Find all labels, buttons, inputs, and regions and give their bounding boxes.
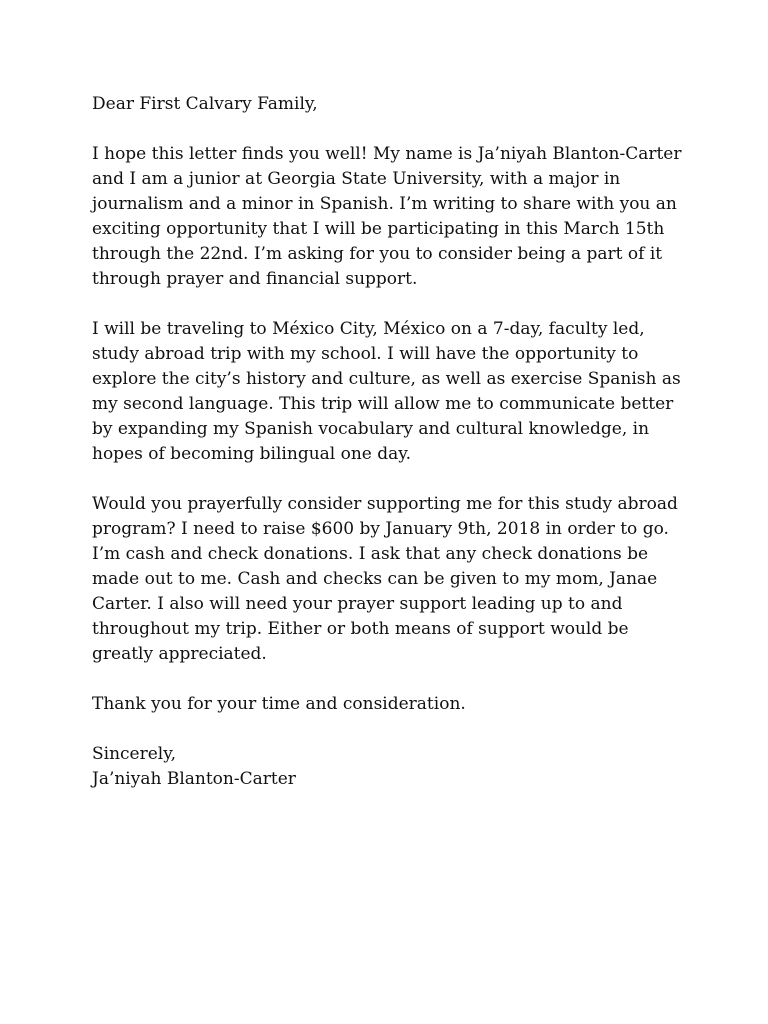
paragraph-intro: [92, 142, 692, 292]
paragraph-thanks: [92, 692, 692, 717]
text-line: program? I need to raise $600 by January 9th, 2018 in order to go.: [92, 519, 669, 539]
text-line: I will be traveling to México City, México on a 7-day, faculty led,: [92, 319, 645, 339]
paragraph-gap: [92, 667, 692, 692]
paragraph-gap: [92, 117, 692, 142]
text-line: through prayer and financial support.: [92, 269, 418, 289]
text-line: by expanding my Spanish vocabulary and cultural knowledge, in: [92, 419, 650, 439]
text-line: study abroad trip with my school. I will have the opportunity to: [92, 344, 639, 364]
signature: Ja’niyah Blanton-Carter: [92, 769, 296, 789]
text-line: Thank you for your time and consideration.: [92, 694, 466, 714]
paragraph-request: [92, 492, 692, 667]
paragraph-gap: [92, 717, 692, 742]
text-line: Carter. I also will need your prayer support leading up to and: [92, 594, 623, 614]
letter-body: [92, 92, 692, 792]
text-line: through the 22nd. I’m asking for you to consider being a part of it: [92, 244, 663, 264]
text-line: hopes of becoming bilingual one day.: [92, 444, 412, 464]
text-line: greatly appreciated.: [92, 644, 267, 664]
paragraph-gap: [92, 292, 692, 317]
text-line: my second language. This trip will allow me to communicate better: [92, 394, 674, 414]
text-line: I hope this letter finds you well! My name is Ja’niyah Blanton-Carter: [92, 144, 682, 164]
text-line: journalism and a minor in Spanish. I’m writing to share with you an: [92, 194, 677, 214]
text-line: Would you prayerfully consider supporting me for this study abroad: [92, 494, 678, 514]
text-line: made out to me. Cash and checks can be given to my mom, Janae: [92, 569, 658, 589]
text-line: explore the city’s history and culture, as well as exercise Spanish as: [92, 369, 681, 389]
text-line: throughout my trip. Either or both means of support would be: [92, 619, 629, 639]
paragraph-gap: [92, 467, 692, 492]
closing: Sincerely,: [92, 744, 176, 764]
text-line: and I am a junior at Georgia State University, with a major in: [92, 169, 621, 189]
text-line: exciting opportunity that I will be participating in this March 15th: [92, 219, 665, 239]
paragraph-trip: [92, 317, 692, 467]
text-line: I’m cash and check donations. I ask that any check donations be: [92, 544, 649, 564]
salutation: Dear First Calvary Family,: [92, 94, 318, 114]
